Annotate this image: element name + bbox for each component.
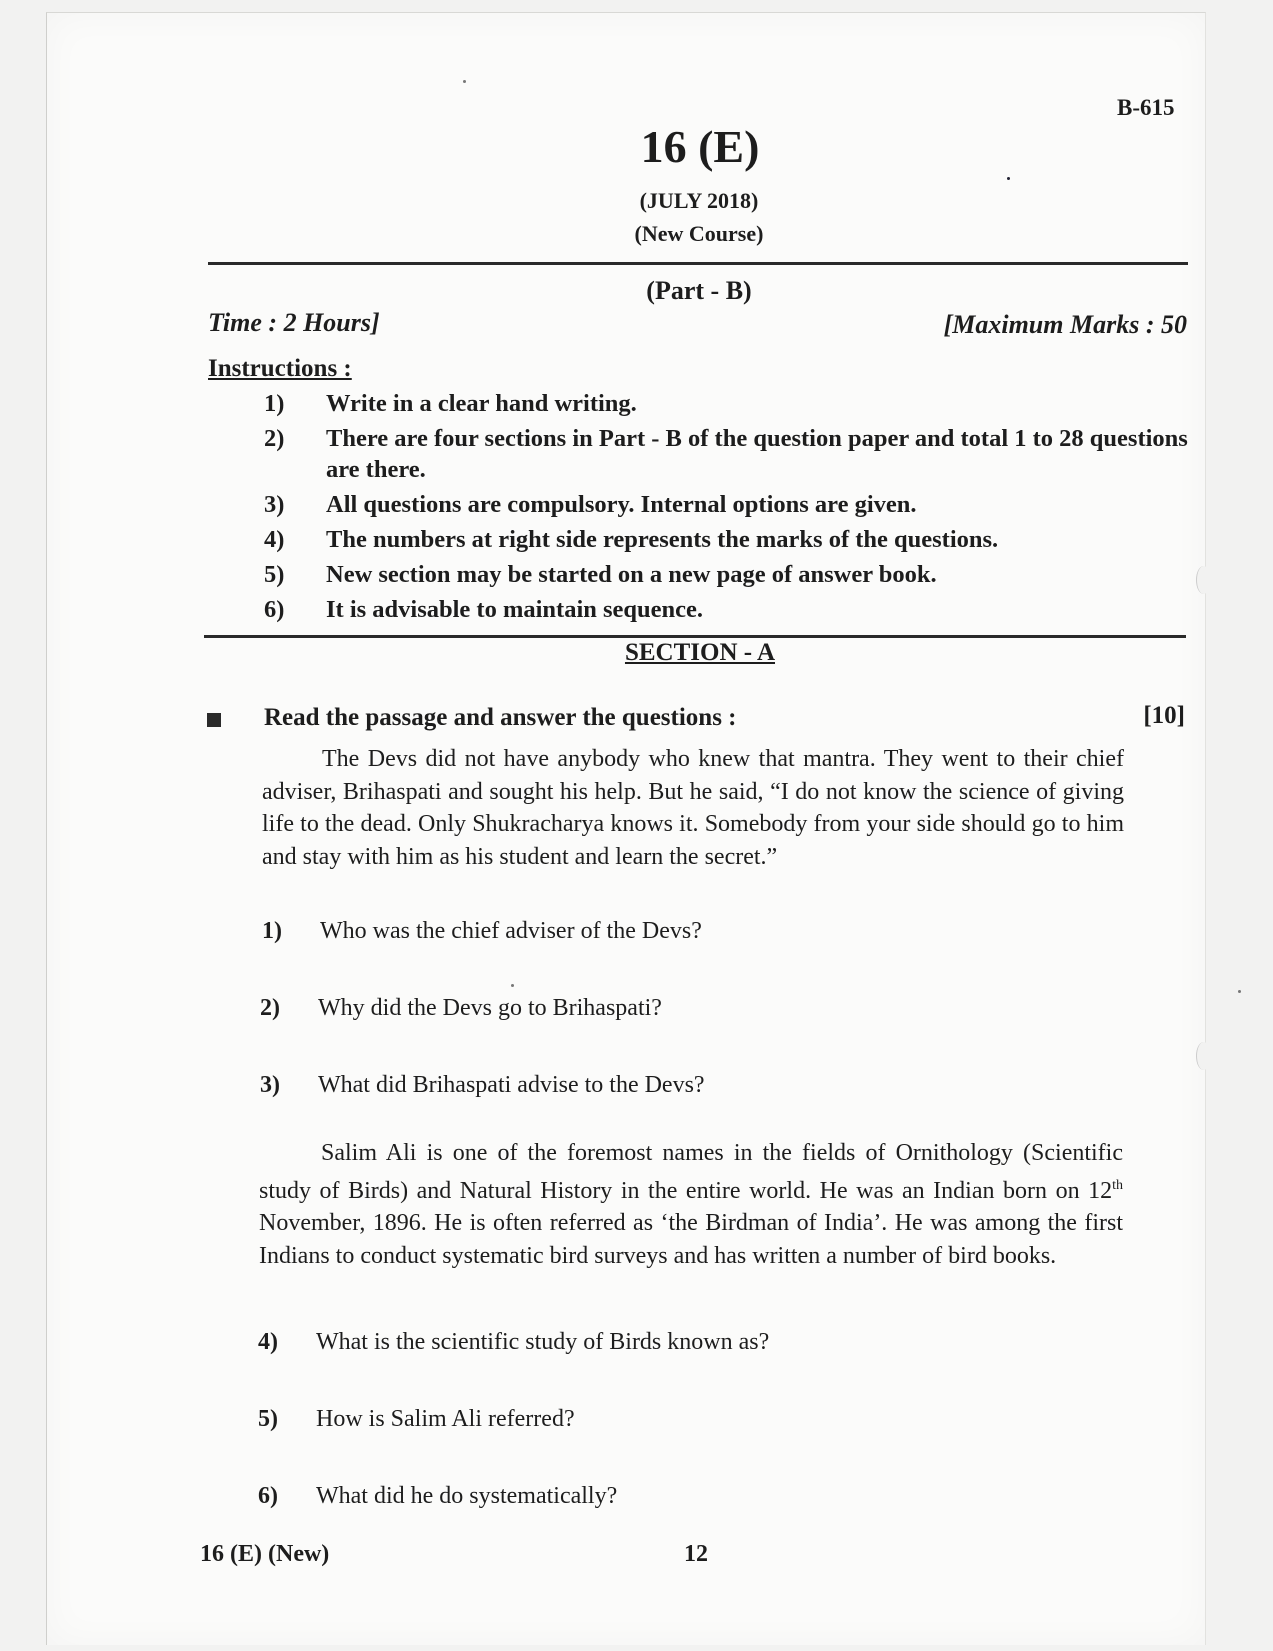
part-label: (Part - B) <box>646 276 752 305</box>
instruction-text: The numbers at right side represents the marks of the questions. <box>326 526 999 553</box>
instructions-list <box>264 388 1194 629</box>
passage-devs: The Devs did not have anybody who knew that mantra. They went to their chief adviser, Brihaspati and sought his help. But he said, “I do not know the science of giving life to the dead. Only Shukracharya knows it. Somebody from your side should go to him and stay with him as his student and learn the secret.” <box>262 746 1124 870</box>
square-bullet-icon <box>207 713 221 727</box>
maximum-marks: [Maximum Marks : 50 <box>943 310 1187 339</box>
exam-session: (JULY 2018) <box>639 188 759 213</box>
time-allowed: Time : 2 Hours] <box>208 308 380 337</box>
question-number: 2) <box>260 995 280 1021</box>
paper-code: B-615 <box>1117 95 1175 120</box>
instruction-number: 2) <box>264 425 285 452</box>
question-number: 1) <box>262 918 282 944</box>
question-number: 4) <box>258 1329 278 1355</box>
scan-speck <box>1007 177 1010 180</box>
ordinal-suffix: th <box>1112 1177 1123 1193</box>
passage-text: Salim Ali is one of the foremost names in the fields of Ornithology (Scientific study of Birds) and Natural History in the entire world. He was an Indian born on 12 <box>259 1140 1123 1204</box>
question-heading: Read the passage and answer the questions : <box>264 704 737 731</box>
paper-notch <box>1196 1042 1211 1070</box>
instruction-text: All questions are compulsory. Internal options are given. <box>326 491 917 518</box>
instruction-item <box>264 388 1194 419</box>
instruction-number: 1) <box>264 390 285 417</box>
instruction-item <box>264 423 1194 485</box>
passage-text: November, 1896. He is often referred as ‘the Birdman of India’. He was among the first Indians to conduct systematic bird surveys and has written a number of bird books. <box>259 1210 1123 1269</box>
page-number: 12 <box>684 1541 708 1567</box>
question-marks: [10] <box>1143 702 1185 729</box>
course-label: (New Course) <box>634 221 764 246</box>
section-heading: SECTION - A <box>624 639 776 666</box>
question-text: What did Brihaspati advise to the Devs? <box>318 1072 705 1098</box>
instruction-text: It is advisable to maintain sequence. <box>326 596 704 623</box>
paper-notch <box>1196 566 1211 594</box>
footer-paper-code: 16 (E) (New) <box>200 1541 330 1567</box>
instruction-number: 6) <box>264 596 285 623</box>
scan-speck <box>463 80 466 83</box>
passage-salim-ali <box>259 1137 1123 1272</box>
instruction-item <box>264 524 1194 555</box>
instructions-heading: Instructions : <box>208 355 352 382</box>
header-rule <box>208 262 1188 265</box>
scan-speck <box>511 984 514 987</box>
question-number: 3) <box>260 1072 280 1098</box>
instruction-item <box>264 489 1194 520</box>
instruction-item <box>264 559 1194 590</box>
instruction-text: There are four sections in Part - B of the question paper and total 1 to 28 questions are there. <box>326 425 1188 483</box>
scan-speck <box>1238 990 1241 993</box>
question-number: 5) <box>258 1406 278 1432</box>
question-number: 6) <box>258 1483 278 1509</box>
paper-title: 16 (E) <box>640 121 760 172</box>
instruction-item <box>264 594 1194 625</box>
instruction-number: 4) <box>264 526 285 553</box>
question-text: What did he do systematically? <box>316 1483 618 1509</box>
instruction-number: 5) <box>264 561 285 588</box>
instruction-number: 3) <box>264 491 285 518</box>
question-text: Why did the Devs go to Brihaspati? <box>318 995 662 1021</box>
instruction-text: Write in a clear hand writing. <box>326 390 637 417</box>
question-text: How is Salim Ali referred? <box>316 1406 575 1432</box>
instruction-text: New section may be started on a new page of answer book. <box>326 561 937 588</box>
question-text: Who was the chief adviser of the Devs? <box>320 918 702 944</box>
instructions-rule <box>204 635 1186 638</box>
question-text: What is the scientific study of Birds known as? <box>316 1329 770 1355</box>
